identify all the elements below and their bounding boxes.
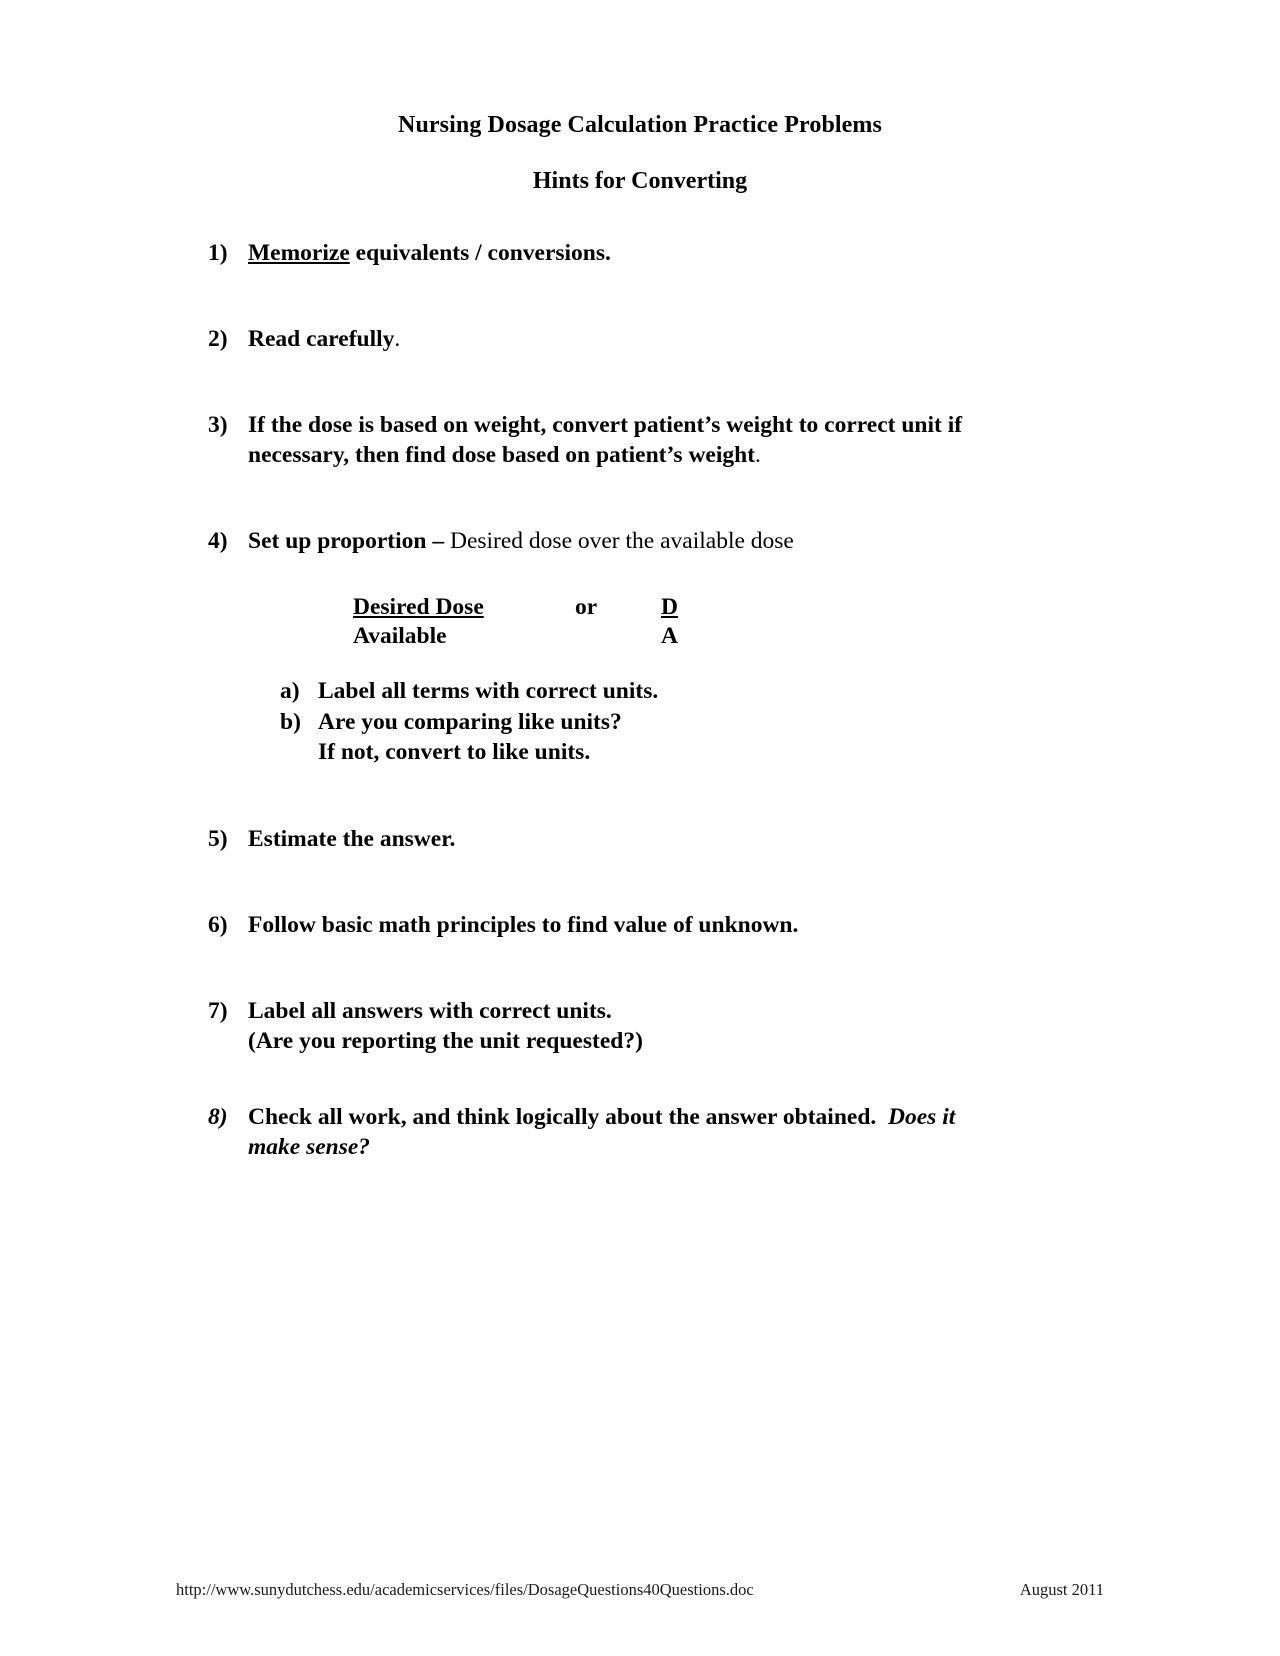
spacer	[0, 1056, 1280, 1102]
sub-list-item-a	[248, 676, 1100, 707]
list-item-4-normal: Desired dose over the available dose	[449, 528, 794, 555]
sub-list-item-b	[248, 707, 1100, 768]
list-item-7-number: 7)	[208, 998, 228, 1025]
sub-list-item-b-line2: If not, convert to like units.	[318, 739, 591, 766]
list-item-1-number: 1)	[208, 240, 228, 266]
list-item-6-number: 6)	[208, 912, 228, 939]
list-item-2-period: .	[394, 326, 401, 353]
proportion-or-label: or	[575, 594, 598, 621]
spacer	[0, 940, 1280, 996]
proportion-short-denominator: A	[661, 623, 678, 650]
list-item-3-line2: necessary, then find dose based on patient’s weight	[248, 442, 756, 469]
footer-source-url: http://www.sunydutchess.edu/academicservices/files/DosageQuestions40Questions.doc	[176, 1580, 754, 1599]
list-item-4-number: 4)	[208, 528, 228, 555]
proportion-formula	[353, 592, 1100, 650]
list-item-5-number: 5)	[208, 826, 228, 853]
proportion-top-row	[353, 592, 1100, 621]
sub-list-item-b-line1: Are you comparing like units?	[318, 708, 622, 735]
list-item-3-period: .	[755, 442, 761, 469]
proportion-bottom-row	[353, 621, 1100, 650]
list-item-5-text: Estimate the answer.	[248, 826, 456, 853]
list-item-6	[0, 910, 1280, 940]
list-item-1-text: equivalents / conversions.	[349, 240, 611, 266]
sub-list-item-a-text: Label all terms with correct units.	[318, 678, 659, 705]
proportion-denominator: Available	[353, 623, 447, 650]
footer-date: August 2011	[1019, 1580, 1104, 1599]
list-item-8-number: 8)	[208, 1104, 228, 1131]
spacer	[0, 354, 1280, 410]
list-item-2-text: Read carefully	[248, 326, 395, 353]
page-title: Nursing Dosage Calculation Practice Problems	[398, 112, 882, 138]
list-item-7-line1: Label all answers with correct units.	[248, 998, 612, 1025]
list-item-3	[0, 410, 1280, 470]
list-item-8-italic2: make sense?	[248, 1134, 371, 1161]
list-item-7-line2: (Are you reporting the unit requested?)	[248, 1028, 643, 1055]
list-item-8-line1: Check all work, and think logically about the answer obtained.	[248, 1104, 877, 1131]
list-item-2-number: 2)	[208, 326, 228, 353]
proportion-short-numerator: D	[661, 594, 678, 621]
sub-list-item-b-number: b)	[280, 708, 301, 735]
sub-list-item-a-number: a)	[280, 678, 300, 705]
list-item-7	[0, 996, 1280, 1056]
spacer	[0, 470, 1280, 526]
spacer	[0, 268, 1280, 324]
proportion-numerator: Desired Dose	[353, 594, 484, 621]
list-item-1	[0, 238, 1280, 268]
list-item-4	[0, 526, 1280, 768]
spacer	[0, 768, 1280, 824]
list-item-8-italic1: Does it	[888, 1104, 956, 1131]
list-item-4-bold: Set up proportion –	[248, 528, 450, 555]
list-item-2	[0, 324, 1280, 354]
list-item-3-line1: If the dose is based on weight, convert patient’s weight to correct unit if	[248, 412, 963, 439]
list-item-8	[0, 1102, 1280, 1162]
list-item-1-lead: Memorize	[248, 240, 350, 266]
list-item-3-number: 3)	[208, 412, 228, 439]
sub-list	[248, 676, 1100, 768]
spacer	[0, 854, 1280, 910]
hints-list	[0, 238, 1280, 1163]
page-footer	[0, 1546, 1280, 1656]
list-item-5	[0, 824, 1280, 854]
list-item-6-text: Follow basic math principles to find value of unknown.	[248, 912, 799, 939]
page-subtitle: Hints for Converting	[532, 168, 748, 194]
